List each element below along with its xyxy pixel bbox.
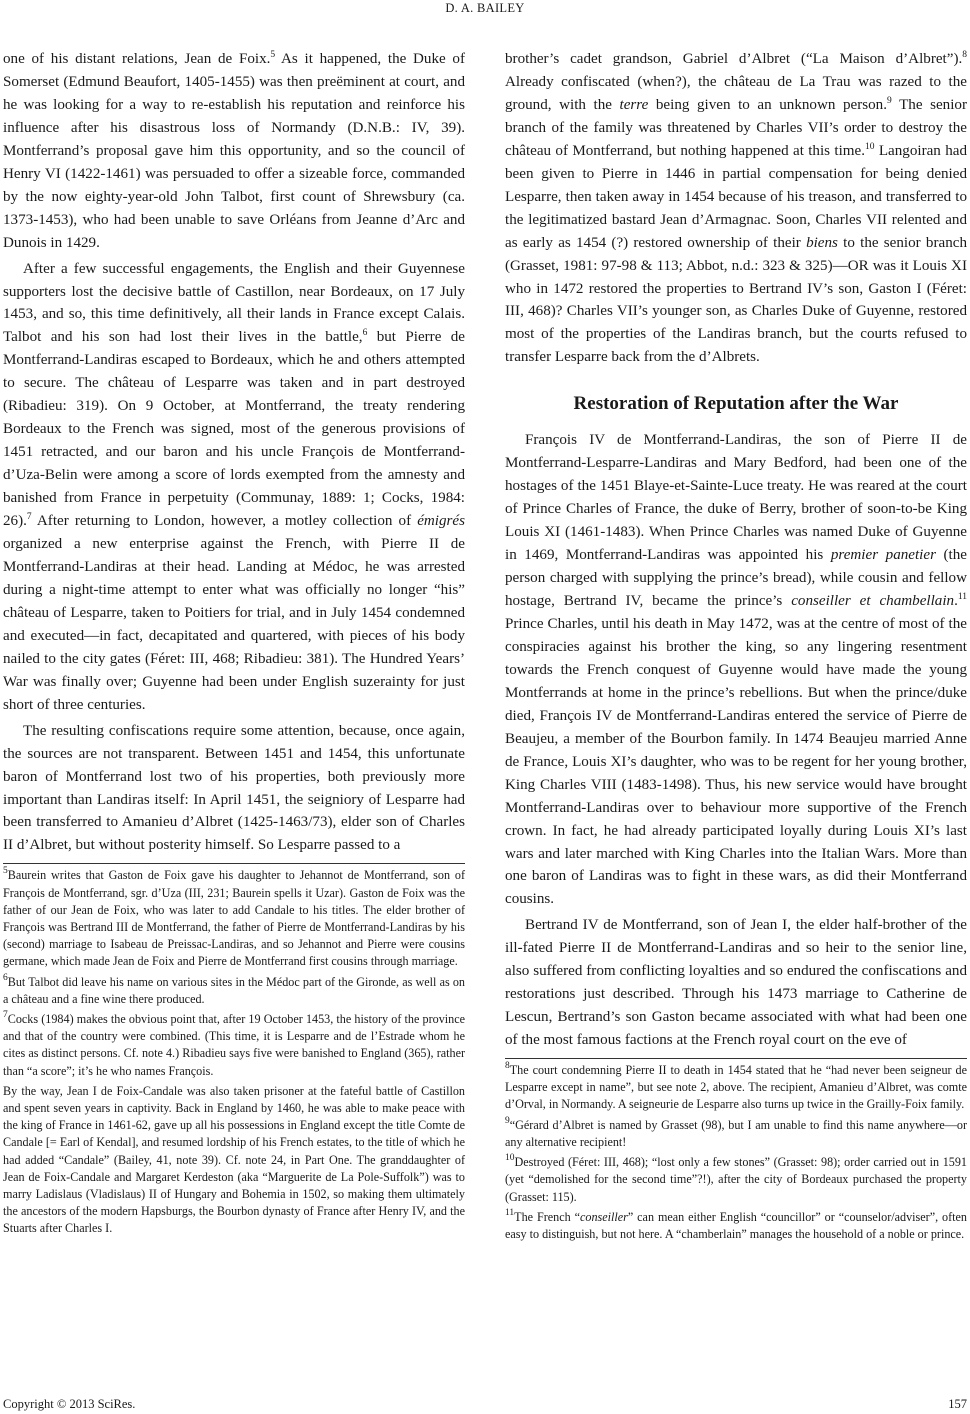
copyright-notice: Copyright © 2013 SciRes. <box>3 1397 136 1411</box>
right-paragraph-1: brother’s cadet grandson, Gabriel d’Albret (“La Maison d’Albret”).$^8$ Already confiscated (when?), the château de La Trau was razed to the ground, with the terre being given to an unknown person.$^9$ The senior branch of the family was threatened by Charles VII’s order to destroy the château of Montferrand, but nothing happened at this time.$^{10}$ Langoiran had been given to Pierre in 1446 in partial compensation for being denied Lesparre, then taken away in 1454 because of his treason, and transferred to the legitimatized bastard Jean d’Armagnac. Soon, Charles VII relented and as early as 1454 (?) restored ownership of their biens to the senior branch (Grasset, 1981: 97-98 & 113; Abbot, n.d.: 323 & 325)—OR was it Louis XI who in 1472 restored the properties to Bertrand IV’s son, Gaston I (Féret: III, 468)? Charles VII’s younger son, as Charles Duke of Guyenne, restored most of the properties of the Landiras branch, but the courts refused to transfer Lesparre back from the d’Albrets. <box>505 50 967 366</box>
footnote-5: $^5$Baurein writes that Gaston de Foix gave his daughter to Jehannot de Montferrand, son of François de Montferrand, sgr. d’Uza (III, 231; Baurein spells it Uzar). Gaston de Foix was the father of our Jean de Foix, who was later to add Candale to his titles. The elder brother of François was Bertrand III de Montferrand, the father of Pierre de Montferrand-Landiras by his (second) marriage to Isabeau de Preissac-Landiras, and so Jehannot and Pierre were cousins germane, which made Jean de Foix and Pierre de Montferrand first cousins through marriage. <box>3 866 465 969</box>
footnote-11: $^{11}$The French “conseiller” can mean either English “councillor” or “counselor/adviser”, often easy to distinguish, but not here. A “chamberlain” manages the household of a noble or prince. <box>505 1207 968 1241</box>
right-paragraph-3: Bertrand IV de Montferrand, son of Jean I, the elder half-brother of the ill-fated Pierre II de Montferrand-Landiras and so heir to the senior line, also suffered from conflicting loyalties and so endured the confiscations and restorations just described. Through his 1473 marriage to Catherine de Lescun, Bertrand’s son Gaston became associated with what had been one of the most famous factions at the French royal court on the eve of <box>505 917 967 1049</box>
footnote-9: $^9$“Gérard d’Albret is named by Grasset (98), but I am unable to find this name anywhere—or any alternative recipient! <box>505 1115 967 1149</box>
footnote-ref-8[interactable]: 8 <box>962 50 967 60</box>
footnote-ref-6[interactable]: 6 <box>362 328 368 339</box>
footnote-6: $^6$But Talbot did leave his name on various sites in the Médoc part of the Gironde, as well as on a château and a fine wine there produced. <box>3 972 465 1006</box>
footnote-7-continuation: By the way, Jean I de Foix-Candale was also taken prisoner at the fateful battle of Castillon and spent seven years in captivity. Back in England by 1460, he was able to make peace with the king of France in 1461-62, gave up all his possessions in England except the title Comte de Candale [= Earl of Kendal], and resumed lordship of his French estates, to the title of which he had added “Candale” (Bailey, 41, note 39). Cf. note 24, in Part One. The granddaughter of Jean de Foix-Candale and Margaret Kerdeston (aka “Marguerite de La Pole-Suffolk”) was to marry Ladislaus (Vladislaus) II of Hungary and Bohemia in 1502, so making them ultimately the ancestors of the modern Hapsburgs, the Bourbon dynasty of France after Henry IV, and the Stuarts after Charles I. <box>3 1083 465 1236</box>
footnote-divider-right <box>505 1058 967 1059</box>
left-column <box>3 48 465 1238</box>
right-column <box>505 48 967 1243</box>
footnote-ref-9[interactable]: 9 <box>887 95 892 106</box>
running-head: D. A. BAILEY <box>445 1 525 15</box>
right-paragraph-2: François IV de Montferrand-Landiras, the son of Pierre II de Montferrand-Lesparre-Landiras and Mary Bedford, had been one of the hostages of the 1451 Blaye-et-Sainte-Luce treaty. He was reared at the court of Prince Charles of France, the duke of Berry, brother of soon-to-be King Louis XI (1461-1483). When Prince Charles was named Duke of Guyenne in 1469, Montferrand-Landiras was appointed his premier panetier (the person charged with supplying the prince’s bread), while cousin and fellow hostage, Bertrand IV, became the prince’s conseiller et chambellain.$^{11}$ Prince Charles, until his death in May 1472, was at the centre of most of the conspiracies against his brother the king, so any lingering resentment towards the French conquest of Guyenne would have made the young Montferrands at home in the prince’s rebellions. But when the prince/duke died, François IV de Montferrand-Landiras entered the service of Pierre de Beaujeu, a member of the Bourbon family. In 1474 Beaujeu married Anne de France, Louis XI’s daughter, who was to be regent for her young brother, King Charles VIII (1483-1498). Thus, his new service would have brought Montferrand-Landiras over to behaviour more supportive of the French crown. In fact, he had already participated loyally during Louis XI’s last wars and later marched with King Charles into the Italian Wars. More than one baron of Landiras was to fight in these wars, as did their Montferrand cousins. <box>505 432 968 908</box>
footnote-ref-11[interactable]: 11 <box>957 592 968 603</box>
footnote-8: $^8$The court condemning Pierre II to death in 1454 stated that he “had never been seigneur de Lesparre except in name”, but see note 2, above. The recipient, Amanieu d’Albret, was comte d’Orval, in Normandy. A seigneurie de Lesparre also turns up twice in the Grailly-Foix family. <box>505 1061 967 1112</box>
left-paragraph-1: one of his distant relations, Jean de Foix.$^5$ As it happened, the Duke of Somerset (Edmund Beaufort, 1405-1455) was then preëminent at court, and he was looking for a way to re-establish his reputation and reinforce his influence after his disastrous loss of Normandy (D.N.B.: IV, 39). Montferrand’s proposal gave him this opportunity, and so the council of Henry VI (1422-1461) was persuaded to offer a sizeable force, commanded by the now eighty-year-old John Talbot, first count of Shrewsbury (ca. 1373-1453), who had been unable to save Orléans from Jeanne d’Arc and Dunois in 1429. <box>3 50 465 251</box>
footnote-ref-7[interactable]: 7 <box>26 512 32 523</box>
footnote-7: $^7$Cocks (1984) makes the obvious point that, after 19 October 1453, the history of the province and that of the country were combined. (This time, it is Lesparre and de l’Estrade whom he cites as distinct persons. Cf. note 4.) Ribadieu says five were banished to England (365), rather than “a score”; it’s he who names François. <box>3 1009 465 1078</box>
section-heading: Restoration of Reputation after the War <box>573 393 899 415</box>
left-paragraph-2: After a few successful engagements, the English and their Guyennese supporters lost the decisive battle of Castillon, near Bordeaux, on 17 July 1453, and so, this time definitively, all their lands in France except Calais. Talbot and his son had lost their lives in the battle,$^6$ but Pierre de Montferrand-Landiras escaped to Bordeaux, which he and others attempted to secure. The château of Lesparre was taken and in part destroyed (Ribadieu: 319). On 9 October, at Montferrand, the treaty rendering Bordeaux to the French was signed, most of the generous provisions of 1451 retracted, and our baron and his uncle François de Montferrand-d’Uza-Belin were among a score of lords exempted from the amnesty and banished from France in perpetuity (Communay, 1889: 1; Cocks, 1984: 26).$^7$ After returning to London, however, a motley collection of émigrés organized a new enterprise against the French, with Pierre II de Montferrand-Landiras at their head. Landing at Médoc, he was arrested during a night-time attempt to enter what was officially no longer “his” château of Lesparre, taken to Poitiers for trial, and in July 1454 condemned and executed—in fact, decapitated and quartered, with pieces of his body nailed to the city gates (Féret: III, 468; Ribadieu: 381). The Hundred Years’ War was finally over; Guyenne had been under English suzerainty for just short of three centuries. <box>3 260 466 713</box>
left-paragraph-3: The resulting confiscations require some attention, because, once again, the sources are not transparent. Between 1451 and 1454, this unfortunate baron of Montferrand lost two of his properties, both previously more important than Landiras itself: In April 1451, the seigniory of Lesparre had been transferred to Amanieu d’Albret (1425-1463/73), elder son of Charles II d’Albret, but without posterity himself. So Lesparre passed to a <box>3 722 465 854</box>
footnote-ref-10[interactable]: 10 <box>864 141 875 152</box>
footnote-ref-5[interactable]: 5 <box>270 50 276 60</box>
page-number: 157 <box>948 1397 967 1411</box>
footnote-divider-left <box>3 863 465 864</box>
footnote-10: $^{10}$Destroyed (Féret: III, 468); “lost only a few stones” (Grasset: 98); order carried out in 1591 (yet “demolished for the second time”?!), after the city of Bordeaux purchased the property (Grasset: 115). <box>505 1153 967 1204</box>
